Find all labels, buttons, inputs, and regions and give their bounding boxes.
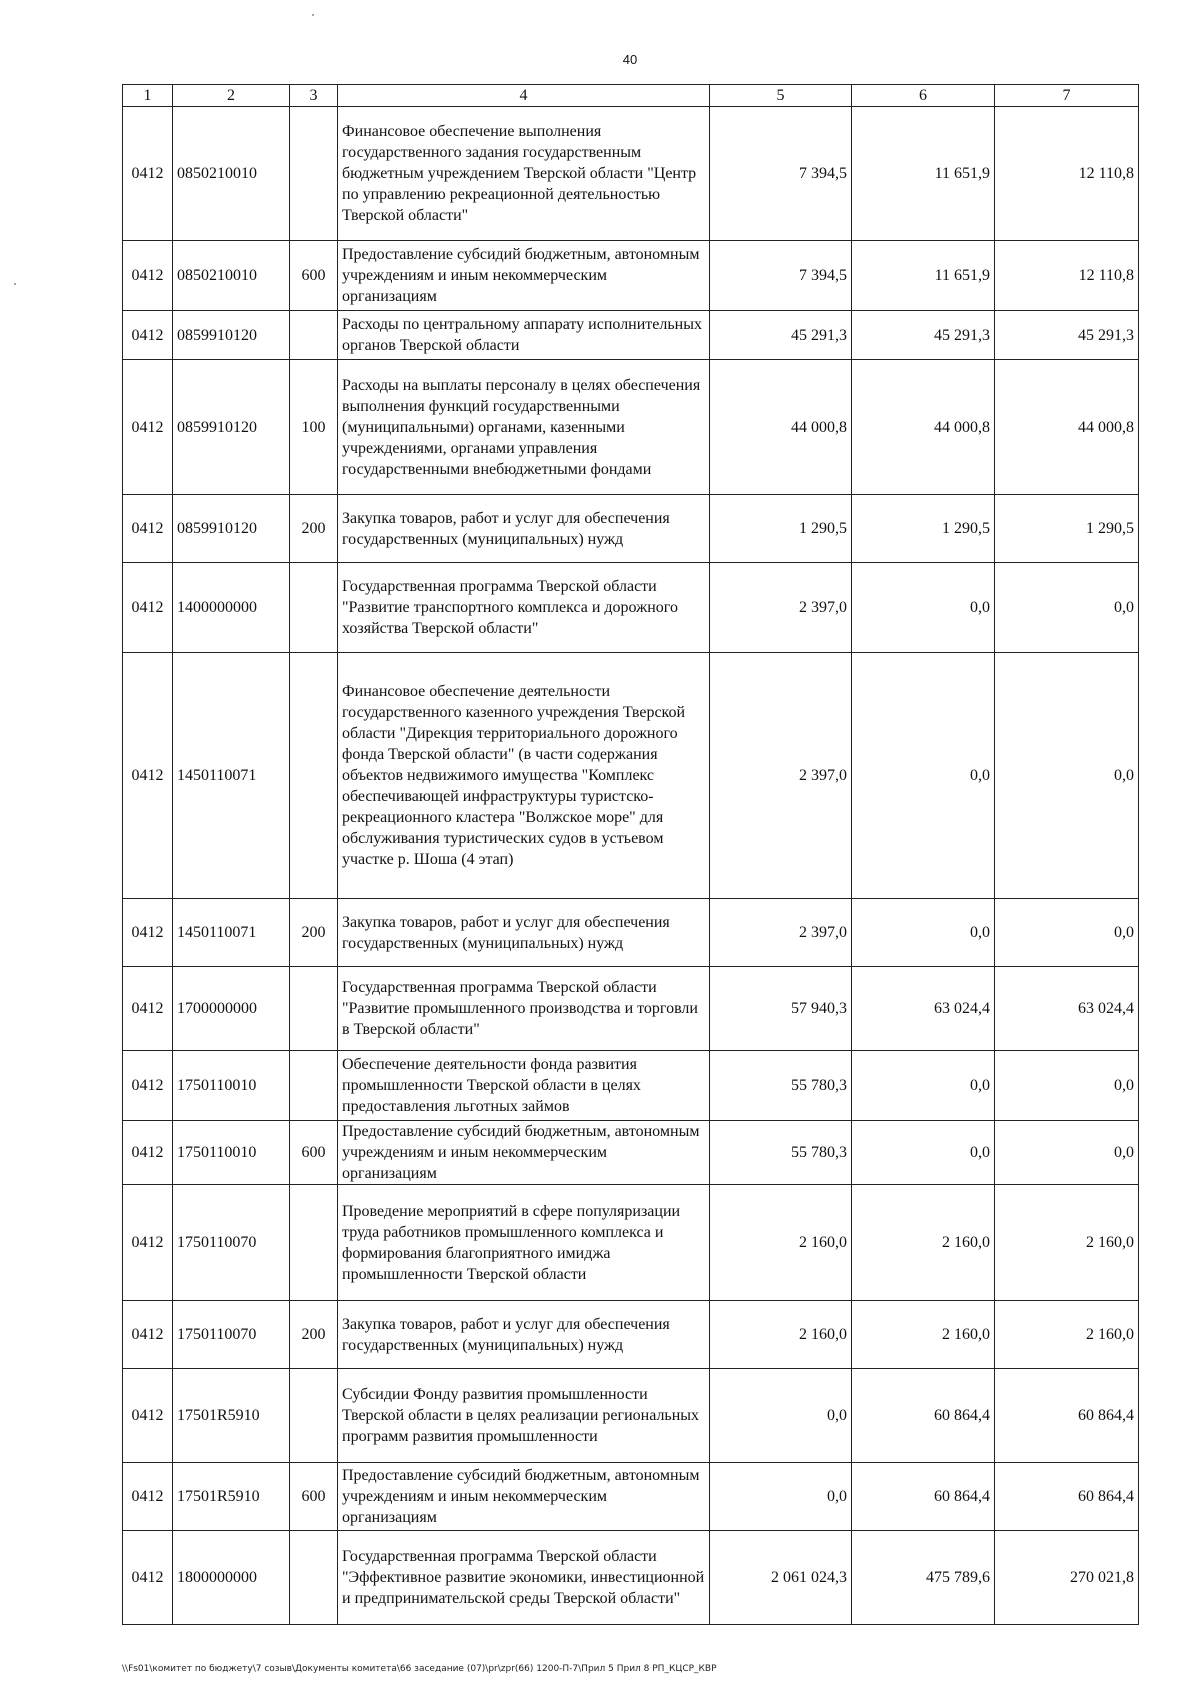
cell-name: Государственная программа Тверской области "Развитие транспортного комплекса и дорожного хозяйства Тверской области" [338,563,710,653]
cell-value-5: 0,0 [710,1369,852,1463]
cell-razdel: 0412 [123,1301,173,1369]
cell-razdel: 0412 [123,241,173,311]
scan-speck [14,283,16,285]
cell-name: Закупка товаров, работ и услуг для обеспечения государственных (муниципальных) нужд [338,1301,710,1369]
table-row [123,495,1139,563]
cell-razdel: 0412 [123,1185,173,1301]
cell-name: Государственная программа Тверской области "Эффективное развитие экономики, инвестиционной и предпринимательской среды Тверской области" [338,1531,710,1625]
header-col-2: 2 [173,85,290,107]
cell-name: Предоставление субсидий бюджетным, автономным учреждениям и иным некоммерческим организациям [338,241,710,311]
header-col-6: 6 [852,85,995,107]
cell-kcsr: 1400000000 [173,563,290,653]
cell-value-6: 0,0 [852,1121,995,1185]
cell-value-7: 2 160,0 [995,1301,1139,1369]
cell-kvr [290,1531,338,1625]
cell-kcsr: 0850210010 [173,241,290,311]
cell-kcsr: 17501R5910 [173,1369,290,1463]
cell-kcsr: 0859910120 [173,495,290,563]
cell-value-7: 12 110,8 [995,107,1139,241]
table-header [123,85,1139,107]
cell-name: Обеспечение деятельности фонда развития промышленности Тверской области в целях предоставления льготных займов [338,1051,710,1121]
cell-name: Финансовое обеспечение деятельности государственного казенного учреждения Тверской области "Дирекция территориального дорожного фонда Тверской области" (в части содержания объектов недвижимого имущества "Комплекс обеспечивающей инфраструктуры туристско-рекреационного кластера "Волжское море" для обслуживания туристических судов в устьевом участке р. Шоша (4 этап) [338,653,710,899]
table-row [123,1463,1139,1531]
cell-value-7: 270 021,8 [995,1531,1139,1625]
cell-kcsr: 1450110071 [173,899,290,967]
page-number: 40 [622,52,638,67]
table-row [123,360,1139,495]
cell-kcsr: 1700000000 [173,967,290,1051]
cell-value-5: 57 940,3 [710,967,852,1051]
cell-value-7: 0,0 [995,563,1139,653]
cell-value-5: 1 290,5 [710,495,852,563]
cell-value-7: 0,0 [995,1051,1139,1121]
cell-razdel: 0412 [123,1463,173,1531]
cell-value-6: 45 291,3 [852,311,995,360]
cell-value-7: 60 864,4 [995,1369,1139,1463]
header-col-4: 4 [338,85,710,107]
cell-value-7: 44 000,8 [995,360,1139,495]
cell-name: Предоставление субсидий бюджетным, автономным учреждениям и иным некоммерческим организациям [338,1463,710,1531]
cell-kvr: 600 [290,241,338,311]
cell-razdel: 0412 [123,1051,173,1121]
table-row [123,653,1139,899]
cell-razdel: 0412 [123,563,173,653]
cell-name: Закупка товаров, работ и услуг для обеспечения государственных (муниципальных) нужд [338,495,710,563]
cell-kcsr: 17501R5910 [173,1463,290,1531]
cell-razdel: 0412 [123,1369,173,1463]
cell-value-5: 0,0 [710,1463,852,1531]
table-row [123,1301,1139,1369]
cell-name: Расходы на выплаты персоналу в целях обеспечения выполнения функций государственными (муниципальными) органами, казенными учреждениями, органами управления государственными внебюджетными фондами [338,360,710,495]
cell-value-7: 1 290,5 [995,495,1139,563]
cell-value-6: 1 290,5 [852,495,995,563]
header-row [123,85,1139,107]
cell-kvr [290,653,338,899]
cell-value-5: 45 291,3 [710,311,852,360]
cell-value-6: 0,0 [852,563,995,653]
cell-value-5: 55 780,3 [710,1051,852,1121]
cell-value-6: 2 160,0 [852,1185,995,1301]
cell-kcsr: 1750110010 [173,1051,290,1121]
cell-value-6: 0,0 [852,899,995,967]
cell-name: Закупка товаров, работ и услуг для обеспечения государственных (муниципальных) нужд [338,899,710,967]
cell-value-7: 0,0 [995,653,1139,899]
table-row [123,311,1139,360]
cell-kcsr: 1750110070 [173,1185,290,1301]
cell-kvr [290,967,338,1051]
cell-kvr: 200 [290,899,338,967]
cell-kcsr: 0850210010 [173,107,290,241]
cell-kvr: 600 [290,1463,338,1531]
cell-kvr: 600 [290,1121,338,1185]
cell-value-6: 63 024,4 [852,967,995,1051]
cell-value-7: 45 291,3 [995,311,1139,360]
table-row [123,967,1139,1051]
cell-value-5: 2 160,0 [710,1185,852,1301]
cell-kvr [290,1185,338,1301]
header-col-5: 5 [710,85,852,107]
cell-value-6: 0,0 [852,1051,995,1121]
cell-value-7: 0,0 [995,899,1139,967]
cell-value-5: 2 061 024,3 [710,1531,852,1625]
cell-value-6: 60 864,4 [852,1463,995,1531]
cell-kvr [290,1369,338,1463]
cell-kcsr: 1450110071 [173,653,290,899]
cell-razdel: 0412 [123,495,173,563]
cell-kcsr: 0859910120 [173,360,290,495]
cell-value-6: 60 864,4 [852,1369,995,1463]
cell-kcsr: 1800000000 [173,1531,290,1625]
cell-razdel: 0412 [123,653,173,899]
cell-razdel: 0412 [123,107,173,241]
cell-razdel: 0412 [123,360,173,495]
cell-kcsr: 1750110070 [173,1301,290,1369]
cell-value-6: 44 000,8 [852,360,995,495]
cell-value-6: 11 651,9 [852,107,995,241]
cell-name: Государственная программа Тверской области "Развитие промышленного производства и торговли в Тверской области" [338,967,710,1051]
cell-value-7: 60 864,4 [995,1463,1139,1531]
cell-value-6: 11 651,9 [852,241,995,311]
table-row [123,899,1139,967]
table-row [123,563,1139,653]
budget-table [122,84,1139,1625]
table-body [123,107,1139,1625]
cell-value-7: 12 110,8 [995,241,1139,311]
cell-value-5: 2 160,0 [710,1301,852,1369]
cell-value-7: 0,0 [995,1121,1139,1185]
cell-value-7: 2 160,0 [995,1185,1139,1301]
cell-razdel: 0412 [123,311,173,360]
cell-kcsr: 1750110010 [173,1121,290,1185]
header-col-1: 1 [123,85,173,107]
cell-kvr [290,107,338,241]
cell-value-5: 7 394,5 [710,241,852,311]
cell-name: Субсидии Фонду развития промышленности Тверской области в целях реализации региональных программ развития промышленности [338,1369,710,1463]
cell-value-5: 2 397,0 [710,899,852,967]
table-row [123,107,1139,241]
cell-kvr [290,311,338,360]
cell-value-6: 2 160,0 [852,1301,995,1369]
cell-razdel: 0412 [123,1531,173,1625]
cell-name: Предоставление субсидий бюджетным, автономным учреждениям и иным некоммерческим организациям [338,1121,710,1185]
table-row [123,1369,1139,1463]
cell-name: Финансовое обеспечение выполнения государственного задания государственным бюджетным учреждением Тверской области "Центр по управлению рекреационной деятельностью Тверской области" [338,107,710,241]
cell-value-7: 63 024,4 [995,967,1139,1051]
cell-value-6: 475 789,6 [852,1531,995,1625]
cell-kcsr: 0859910120 [173,311,290,360]
table-row [123,1531,1139,1625]
header-col-7: 7 [995,85,1139,107]
scan-speck [312,14,314,16]
cell-value-5: 55 780,3 [710,1121,852,1185]
table-row [123,1185,1139,1301]
table-row [123,1051,1139,1121]
cell-value-5: 7 394,5 [710,107,852,241]
table-row [123,241,1139,311]
cell-value-5: 2 397,0 [710,563,852,653]
cell-kvr [290,1051,338,1121]
cell-razdel: 0412 [123,899,173,967]
cell-kvr: 200 [290,1301,338,1369]
cell-razdel: 0412 [123,967,173,1051]
cell-value-6: 0,0 [852,653,995,899]
header-col-3: 3 [290,85,338,107]
cell-name: Проведение мероприятий в сфере популяризации труда работников промышленного комплекса и формирования благоприятного имиджа промышленности Тверской области [338,1185,710,1301]
cell-kvr: 200 [290,495,338,563]
cell-kvr [290,563,338,653]
cell-name: Расходы по центральному аппарату исполнительных органов Тверской области [338,311,710,360]
cell-razdel: 0412 [123,1121,173,1185]
table-row [123,1121,1139,1185]
file-path-footer: \\Fs01\комитет по бюджету\7 созыв\Документы комитета\66 заседание (07)\pr\zpr(66) 1200-П-7\Прил 5 Прил 8 РП_КЦСР_КВР [122,1664,717,1674]
cell-kvr: 100 [290,360,338,495]
cell-value-5: 2 397,0 [710,653,852,899]
cell-value-5: 44 000,8 [710,360,852,495]
